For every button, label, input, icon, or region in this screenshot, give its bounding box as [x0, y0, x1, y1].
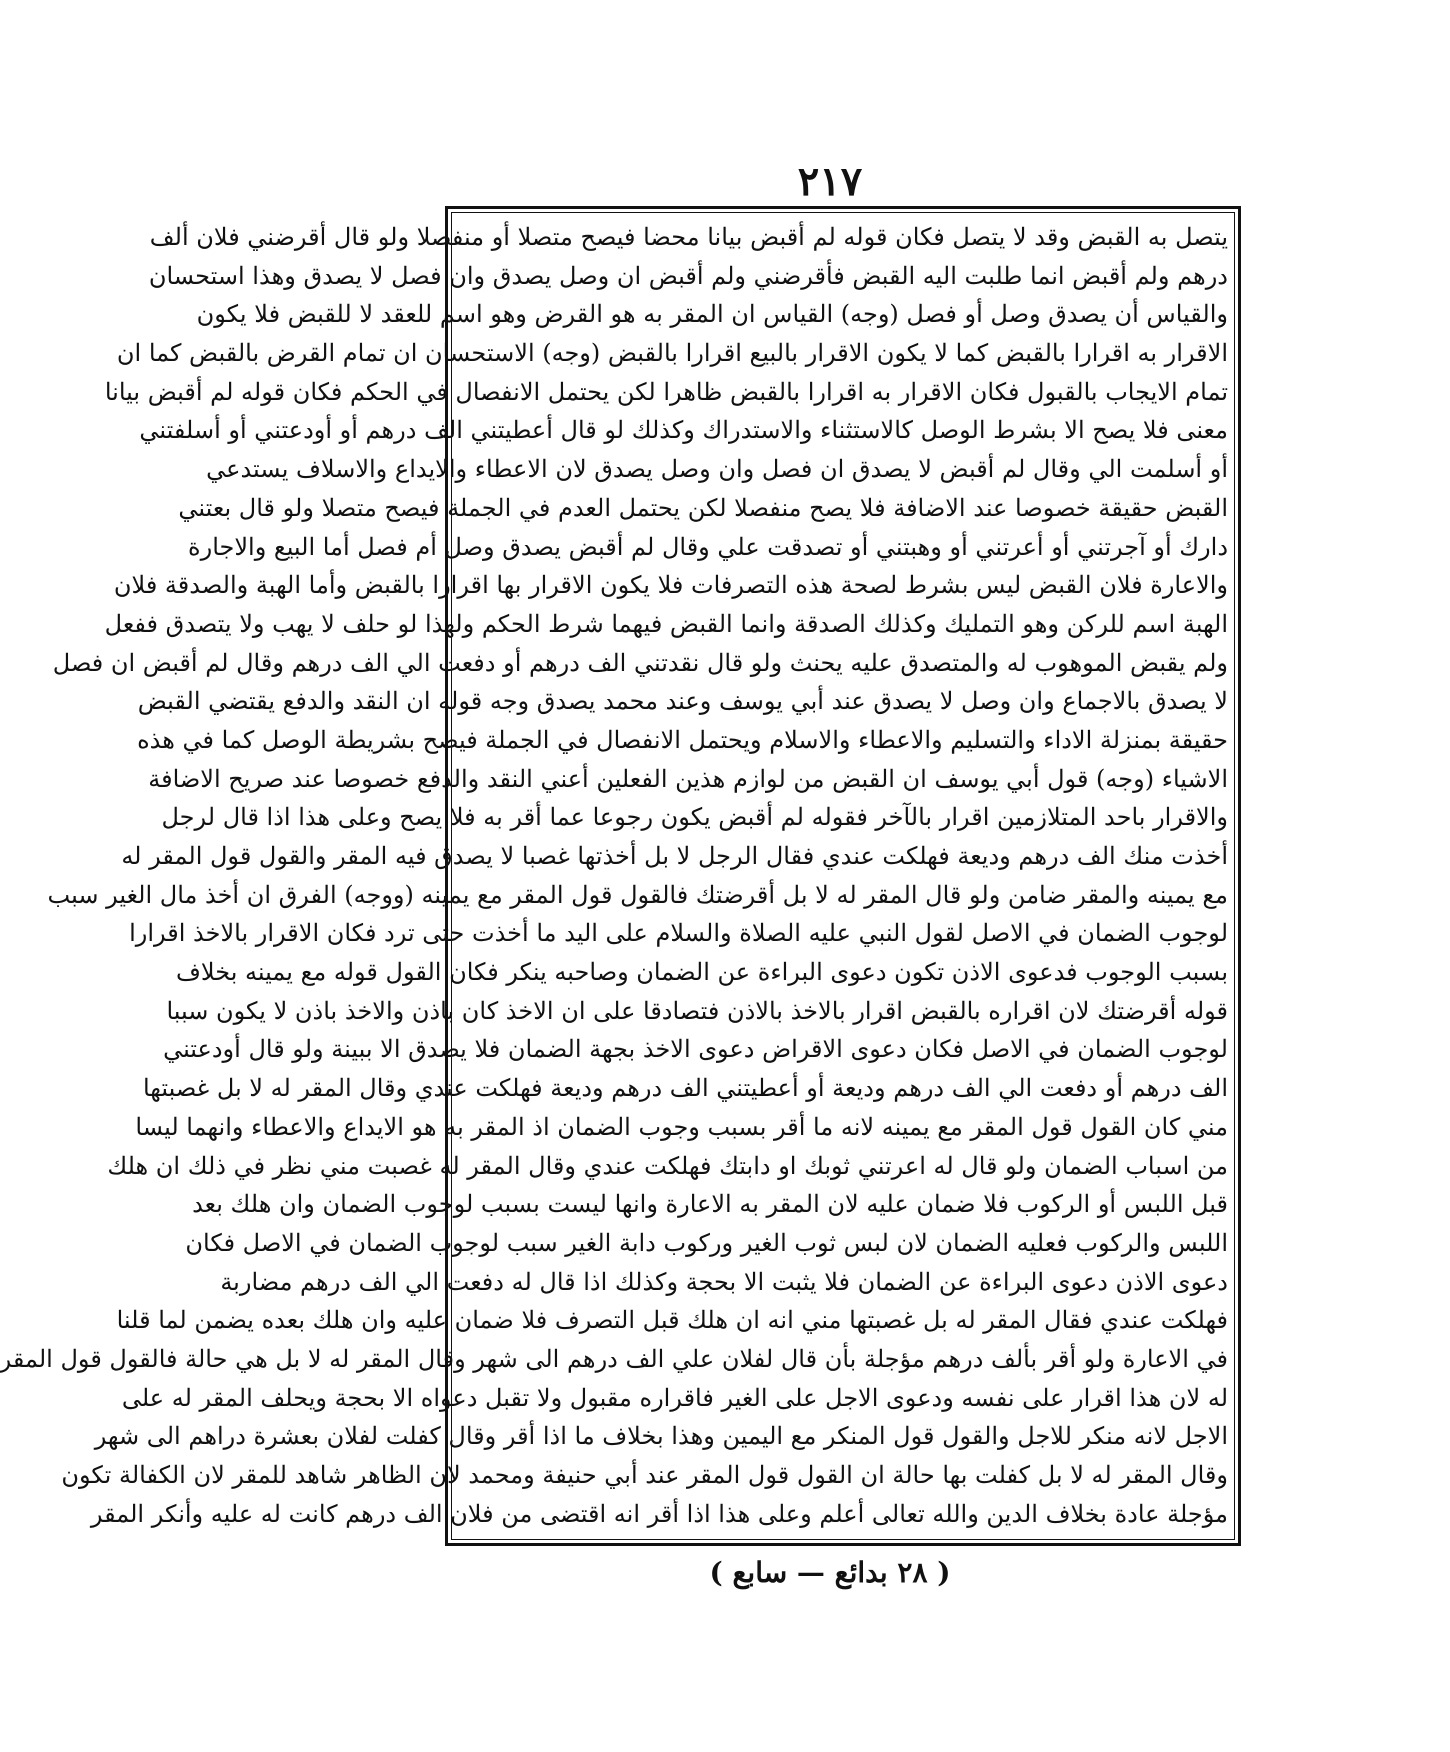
- text-line: دارك أو آجرتني أو أعرتني أو وهبتني أو تصدقت علي وقال لم أقبض يصدق وصل أم فصل أما البيع والاجارة: [188, 532, 1228, 561]
- text-line: يتصل به القبض وقد لا يتصل فكان قوله لم أقبض بيانا محضا فيصح متصلا أو منفصلا ولو قال أقرضني فلان ألف: [149, 223, 1228, 251]
- text-line: قوله أقرضتك لان اقراره بالقبض اقرار بالاخذ بالاذن فتصادقا على ان الاخذ كان باذن والاخذ باذن لا يكون سببا: [166, 996, 1228, 1025]
- text-line: الف درهم أو دفعت الي الف درهم وديعة أو أعطيتني الف درهم وديعة فهلكت عندي وقال المقر له لا بل غصبتها: [142, 1074, 1228, 1103]
- text-line: ولم يقبض الموهوب له والمتصدق عليه يحنث ولو قال نقدتني الف درهم أو دفعت الي الف درهم وقال لم أقبض ان فصل: [52, 648, 1228, 677]
- text-line: أو أسلمت الي وقال لم أقبض لا يصدق ان فصل وان وصل يصدق لان الاعطاء والايداع والاسلاف يستدعي: [206, 455, 1228, 484]
- text-line: من اسباب الضمان ولو قال له اعرتني ثوبك او دابتك فهلكت عندي وقال المقر له غصبت مني نظر في ذلك ان هلك: [107, 1151, 1228, 1180]
- text-line: الاشياء (وجه) قول أبي يوسف ان القبض من لوازم هذين الفعلين أعني النقد والدفع خصوصا عند صريح الاضافة: [148, 764, 1228, 793]
- text-line: في الاعارة ولو أقر بألف درهم مؤجلة بأن قال لفلان علي الف درهم الى شهر وقال المقر له لا بل هي حالة فالقول قول المقر: [0, 1344, 1228, 1373]
- text-line: الهبة اسم للركن وهو التمليك وكذلك الصدقة وانما القبض فيهما شرط الحكم ولهذا لو حلف لا يهب ولا يتصدق ففعل: [104, 609, 1228, 638]
- text-line: قبل اللبس أو الركوب فلا ضمان عليه لان المقر به الاعارة وانها ليست بسبب لوجوب الضمان وان هلك بعد: [192, 1190, 1228, 1219]
- text-line: الاجل لانه منكر للاجل والقول قول المنكر مع اليمين وهذا بخلاف ما اذا أقر وقال كفلت لفلان بعشرة دراهم الى شهر: [94, 1422, 1228, 1451]
- text-line: معنى فلا يصح الا بشرط الوصل كالاستثناء والاستدراك وكذلك لو قال أعطيتني الف درهم أو أودعتني أو أسلفتني: [139, 416, 1228, 445]
- text-line: له لان هذا اقرار على نفسه ودعوى الاجل على الغير فاقراره مقبول ولا تقبل دعواه الا بحجة ويحلف المقر له على: [121, 1383, 1228, 1412]
- text-line: دعوى الاذن دعوى البراءة عن الضمان فلا يثبت الا بحجة وكذلك اذا قال له دفعت الي الف درهم مضاربة: [220, 1267, 1228, 1296]
- text-line: بسبب الوجوب فدعوى الاذن تكون دعوى البراءة عن الضمان وصاحبه ينكر فكان القول قوله مع يمينه بخلاف: [176, 958, 1228, 987]
- text-line: درهم ولم أقبض انما طلبت اليه القبض فأقرضني ولم أقبض ان وصل يصدق وان فصل لا يصدق وهذا استحسان: [148, 261, 1228, 290]
- text-line: وقال المقر له لا بل كفلت بها حالة ان القول قول المقر عند أبي حنيفة ومحمد لان الظاهر شاهد للمقر لان الكفالة تكون: [61, 1461, 1228, 1489]
- text-line: تمام الايجاب بالقبول فكان الاقرار به اقرارا بالقبض ظاهرا لكن يحتمل الانفصال في الحكم فكان قوله لم أقبض بيانا: [104, 377, 1228, 406]
- text-line: حقيقة بمنزلة الاداء والتسليم والاعطاء والاسلام ويحتمل الانفصال في الجملة فيصح بشريطة الوصل كما في هذه: [137, 725, 1228, 754]
- text-line: مؤجلة عادة بخلاف الدين والله تعالى أعلم وعلى هذا اذا أقر انه اقتضى من فلان الف درهم كانت له عليه وأنكر المقر: [90, 1499, 1228, 1528]
- page-footer: ( ٢٨ بدائع — سابع ): [709, 1556, 951, 1589]
- page-number: ٢١٧: [797, 158, 863, 205]
- text-line: والقياس أن يصدق وصل أو فصل (وجه) القياس ان المقر به هو القرض وهو اسم للعقد لا للقبض فلا يكون: [196, 300, 1228, 329]
- text-line: القبض حقيقة خصوصا عند الاضافة فلا يصح منفصلا لكن يحتمل العدم في الجملة فيصح متصلا ولو قال بعتني: [178, 493, 1228, 522]
- text-line: أخذت منك الف درهم وديعة فهلكت عندي فقال الرجل لا بل أخذتها غصبا لا يصدق فيه المقر والقول قول المقر له: [121, 842, 1228, 870]
- text-line: والاقرار باحد المتلازمين اقرار بالآخر فقوله لم أقبض يكون رجوعا عما أقر به فلا يصح وعلى هذا اذا قال لرجل: [161, 803, 1228, 832]
- text-line: فهلكت عندي فقال المقر له بل غصبتها مني انه ان هلك قبل التصرف فلا ضمان عليه وان هلك بعده يضمن لما قلنا: [116, 1306, 1228, 1335]
- main-text: [0, 218, 1228, 1534]
- text-line: اللبس والركوب فعليه الضمان لان لبس ثوب الغير وركوب دابة الغير سبب لوجوب الضمان في الاصل فكان: [185, 1228, 1228, 1257]
- text-line: لوجوب الضمان في الاصل لقول النبي عليه الصلاة والسلام على اليد ما أخذت حتى ترد فكان الاقرار بالاخذ اقرارا: [129, 919, 1228, 948]
- text-line: مع يمينه والمقر ضامن ولو قال المقر له لا بل أقرضتك فالقول قول المقر مع يمينه (ووجه) الفرق ان أخذ مال الغير سبب: [47, 880, 1228, 909]
- text-line: الاقرار به اقرارا بالقبض كما لا يكون الاقرار بالبيع اقرارا بالقبض (وجه) الاستحسان ان تمام القرض بالقبض كما ان: [116, 339, 1228, 368]
- text-line: والاعارة فلان القبض ليس بشرط لصحة هذه التصرفات فلا يكون الاقرار بها اقرارا بالقبض وأما الهبة والصدقة فلان: [113, 571, 1228, 600]
- text-line: لا يصدق بالاجماع وان وصل لا يصدق عند أبي يوسف وعند محمد يصدق وجه قوله ان النقد والدفع يقتضي القبض: [137, 687, 1228, 716]
- text-line: مني كان القول قول المقر مع يمينه لانه ما أقر بسبب وجوب الضمان اذ المقر به هو الايداع والاعطاء وانهما ليسا: [135, 1112, 1228, 1141]
- text-line: لوجوب الضمان في الاصل فكان دعوى الاقراض دعوى الاخذ بجهة الضمان فلا يصدق الا ببينة ولو قال أودعتني: [163, 1035, 1228, 1064]
